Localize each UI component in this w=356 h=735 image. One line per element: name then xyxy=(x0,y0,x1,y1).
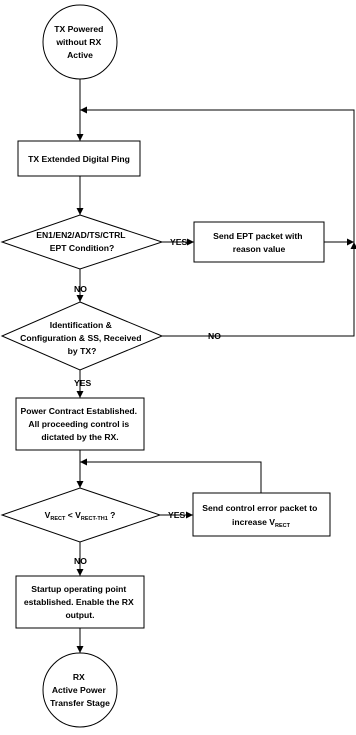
send-error-label: Send control error packet to increase $V_{RECT}$ xyxy=(202,503,318,529)
vrect-decision-label: $V_{RECT} < V_{RECT-TH1}$ ? xyxy=(44,510,116,522)
send-ept-box xyxy=(194,222,324,262)
ept-no-label: NO xyxy=(74,284,87,294)
start-node-label: TX Powered without RX Active xyxy=(54,24,104,60)
id-yes-label: YES xyxy=(74,378,92,388)
vrect-no-label: NO xyxy=(74,556,87,566)
send-ept-label: Send EPT packet with reason value xyxy=(213,231,303,254)
id-no-label: NO xyxy=(208,331,221,341)
ept-yes-label: YES xyxy=(170,237,188,247)
contract-label: Power Contract Established. All proceeding control is dictated by the RX. xyxy=(20,406,138,442)
end-node-label: RX Active Power Transfer Stage xyxy=(50,672,110,708)
id-decision-label: Identification & Configuration & SS, Received by TX? xyxy=(20,320,142,356)
ept-decision xyxy=(2,215,162,269)
vrect-decision xyxy=(2,488,160,542)
vrect-yes-label: YES xyxy=(168,510,186,520)
startup-label: Startup operating point established. Enable the RX output. xyxy=(23,584,134,620)
error-loop-arrow xyxy=(80,462,261,493)
ept-decision-label: EN1/EN2/AD/TS/CTRL EPT Condition? xyxy=(36,230,126,253)
ping-label: TX Extended Digital Ping xyxy=(28,154,130,164)
send-error-box xyxy=(193,493,330,536)
